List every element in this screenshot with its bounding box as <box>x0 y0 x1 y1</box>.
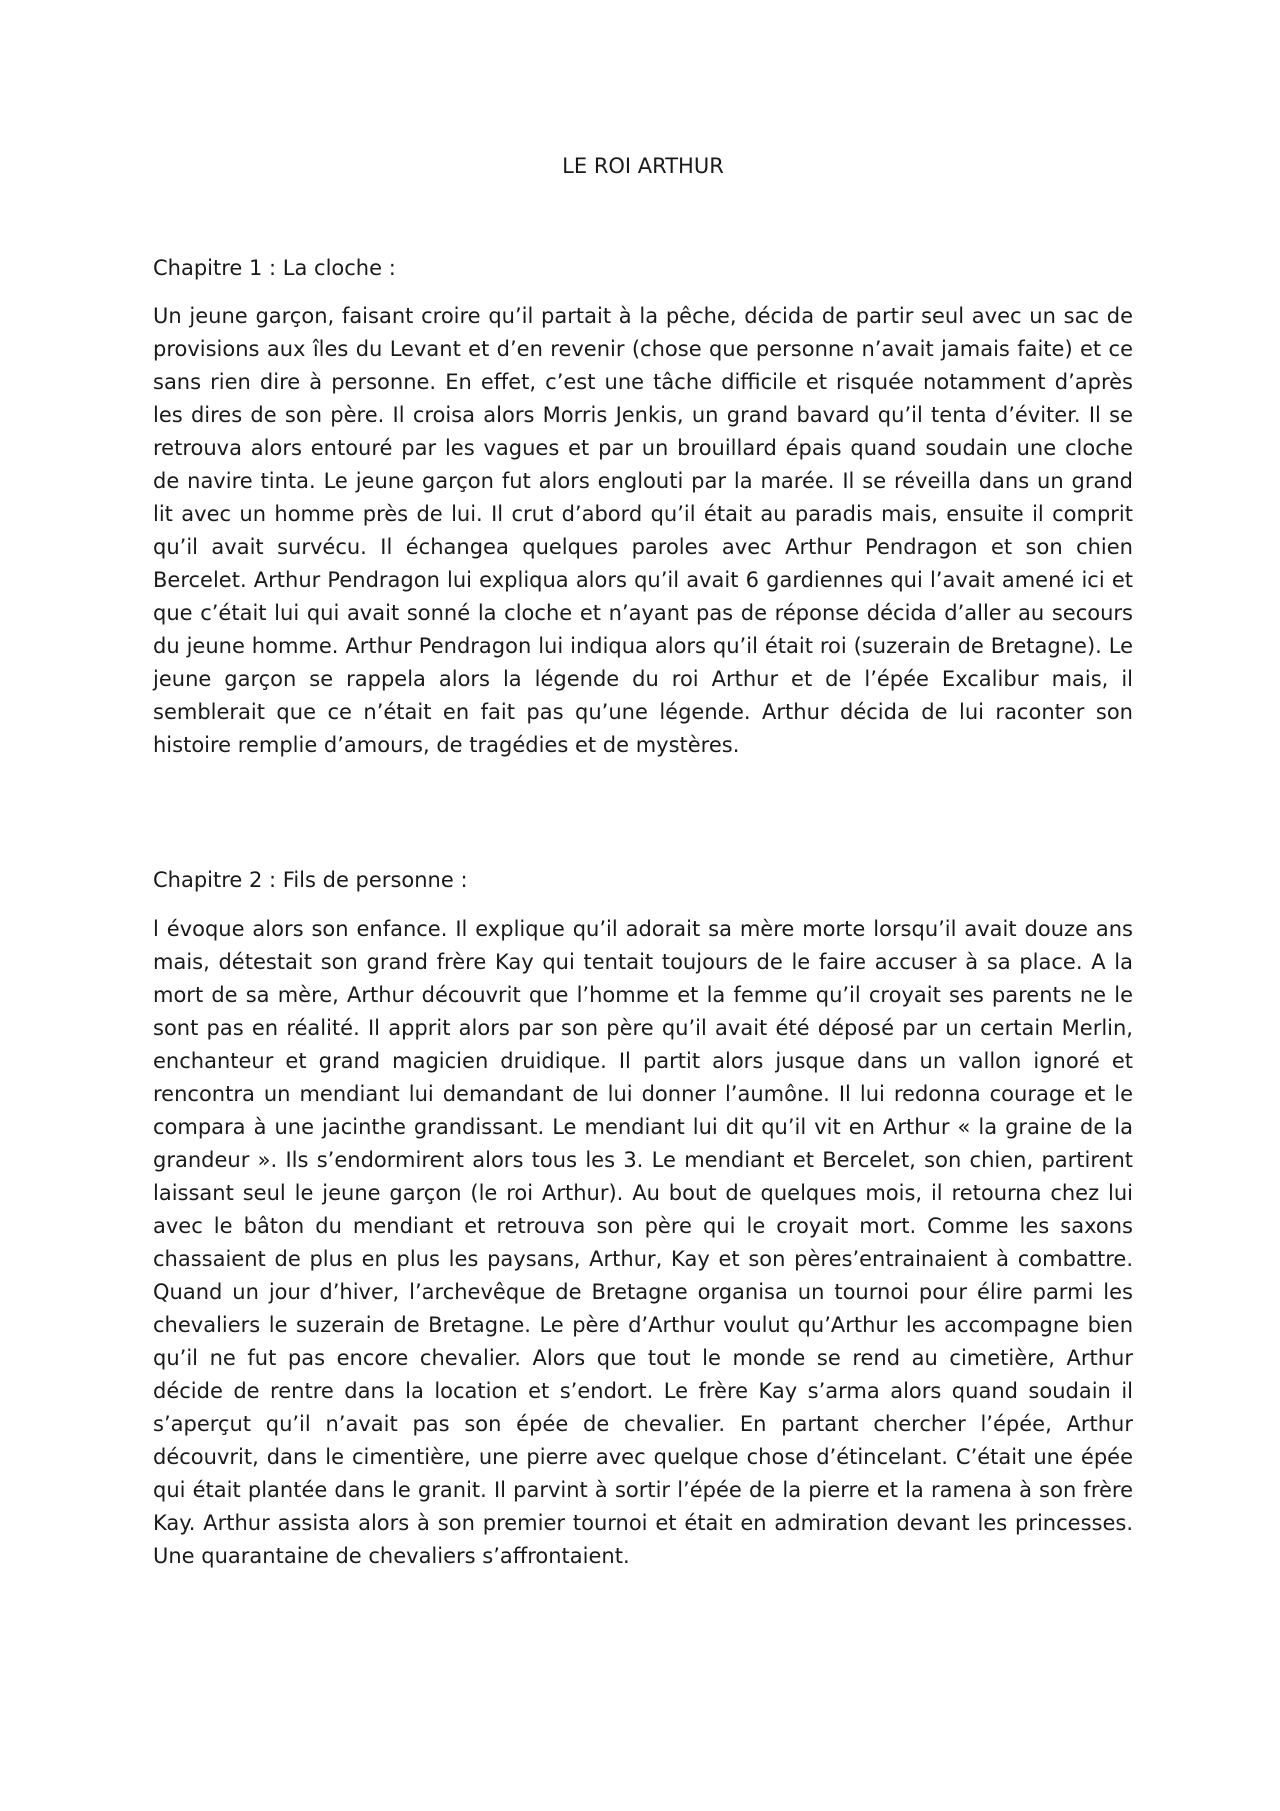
chapter-1-heading: Chapitre 1 : La cloche : <box>153 256 396 280</box>
chapter-2-text: l évoque alors son enfance. Il explique qu’il adorait sa mère morte lorsqu’il avait douze ans mais, détestait son grand frère Kay qui tentait toujours de le faire accuser à sa place. A la mort de sa mère, Arthur découvrit que l’homme et la femme qu’il croyait ses parents ne le sont pas en réalité. Il apprit alors par son père qu’il avait été déposé par un certain Merlin, enchanteur et grand magicien druidique. Il partit alors jusque dans un vallon ignoré et rencontra un mendiant lui demandant de lui donner l’aumône. Il lui redonna courage et le compara à une jacinthe grandissant. Le mendiant lui dit qu’il vit en Arthur « la graine de la grandeur ». Ils s’endormirent alors tous les 3. Le mendiant et Bercelet, son chien, partirent laissant seul le jeune garçon (le roi Arthur). Au bout de quelques mois, il retourna chez lui avec le bâton du mendiant et retrouva son père qui le croyait mort. Comme les saxons chassaient de plus en plus les paysans, Arthur, Kay et son pères’entrainaient à combattre. Quand un jour d’hiver, l’archevêque de Bretagne organisa un tournoi pour élire parmi les chevaliers le suzerain de Bretagne. Le père d’Arthur voulut qu’Arthur les accompagne bien qu’il ne fut pas encore chevalier. Alors que tout le monde se rend au cimetière, Arthur décide de rentre dans la location et s’endort. Le frère Kay s’arma alors quand soudain il s’aperçut qu’il n’avait pas son épée de chevalier. En partant chercher l’épée, Arthur découvrit, dans le cimentière, une pierre avec quelque chose d’étincelant. C’était une épée qui était plantée dans le granit. Il parvint à sortir l’épée de la pierre et la ramena à son frère Kay. Arthur assista alors à son premier tournoi et était en admiration devant les princesses. Une quarantaine de chevaliers s’affrontaient. <box>153 917 1133 1568</box>
document-title: LE ROI ARTHUR <box>562 154 724 178</box>
chapter-1-text: Un jeune garçon, faisant croire qu’il partait à la pêche, décida de partir seul avec un sac de provisions aux îles du Levant et d’en revenir (chose que personne n’avait jamais faite) et ce sans rien dire à personne. En effet, c’est une tâche difficile et risquée notamment d’après les dires de son père. Il croisa alors Morris Jenkis, un grand bavard qu’il tenta d’éviter. Il se retrouva alors entouré par les vagues et par un brouillard épais quand soudain une cloche de navire tinta. Le jeune garçon fut alors englouti par la marée. Il se réveilla dans un grand lit avec un homme près de lui. Il crut d’abord qu’il était au paradis mais, ensuite il comprit qu’il avait survécu. Il échangea quelques paroles avec Arthur Pendragon et son chien Bercelet. Arthur Pendragon lui expliqua alors qu’il avait 6 gardiennes qui l’avait amené ici et que c’était lui qui avait sonné la cloche et n’ayant pas de réponse décida d’aller au secours du jeune homme. Arthur Pendragon lui indiqua alors qu’il était roi (suzerain de Bretagne). Le jeune garçon se rappela alors la légende du roi Arthur et de l’épée Excalibur mais, il semblerait que ce n’était en fait pas qu’une légende. Arthur décida de lui raconter son histoire remplie d’amours, de tragédies et de mystères. <box>153 304 1133 757</box>
chapter-2-heading: Chapitre 2 : Fils de personne : <box>153 868 468 892</box>
